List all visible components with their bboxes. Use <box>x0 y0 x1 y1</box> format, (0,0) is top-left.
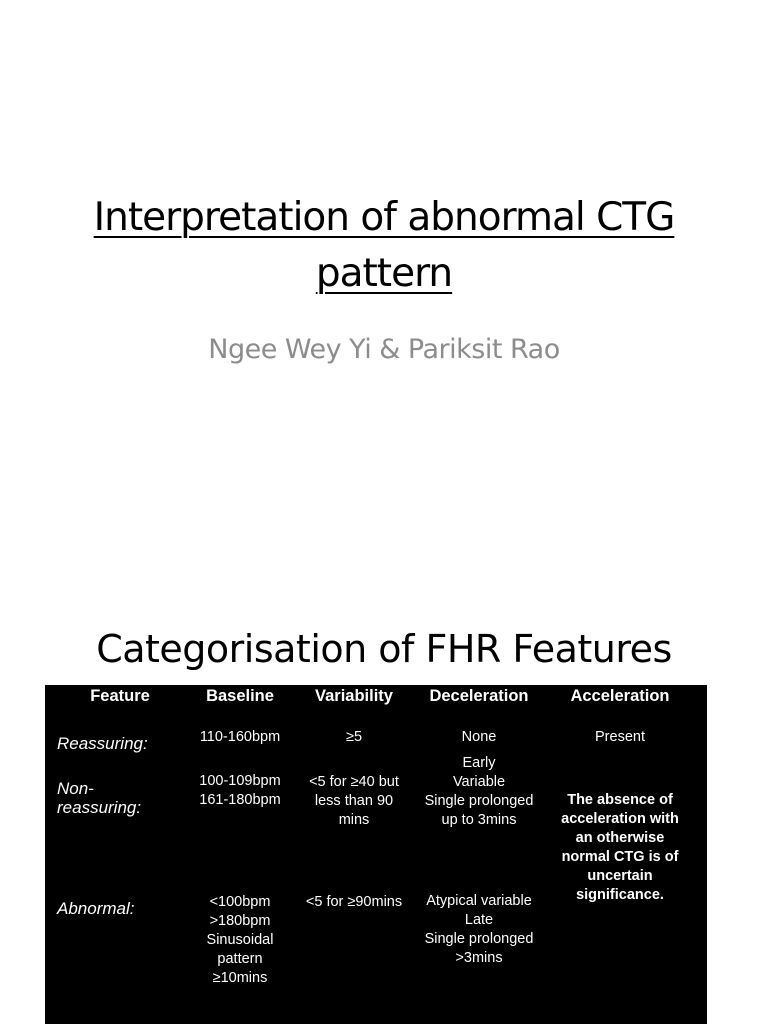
cell-abnormal-baseline <box>190 893 290 988</box>
cell-reassuring-acceleration <box>545 728 695 747</box>
header-acceleration: Acceleration <box>570 687 670 705</box>
fhr-features-table <box>45 685 707 1024</box>
row-label-line: reassuring: <box>57 798 142 817</box>
cell-line: mins <box>338 812 370 828</box>
row-label-abnormal: Abnormal: <box>57 899 135 918</box>
note-line: uncertain <box>587 868 653 884</box>
cell-line: <100bpm <box>209 894 271 910</box>
slide-title: Categorisation of FHR Features <box>96 627 672 671</box>
cell-line: Atypical variable <box>426 893 532 909</box>
header-feature: Feature <box>90 687 150 705</box>
cell-reassuring-baseline <box>190 728 290 747</box>
cell-line: >3mins <box>455 950 503 966</box>
cell-line: 100-109bpm <box>199 773 281 789</box>
cell-line: Single prolonged <box>424 793 534 809</box>
cell-line: 161-180bpm <box>199 792 281 808</box>
cell-reassuring-deceleration <box>413 728 545 747</box>
note-line: The absence of <box>567 792 673 808</box>
cell-nonreassuring-variability <box>295 773 413 830</box>
cell-line: <5 for ≥40 but <box>309 774 399 790</box>
cell-line: Late <box>464 912 494 928</box>
cell-line: pattern <box>217 951 263 967</box>
cell-nonreassuring-deceleration <box>413 754 545 830</box>
acceleration-note <box>545 791 695 905</box>
row-label-non-reassuring <box>57 779 141 817</box>
cell-line: Early <box>462 755 496 771</box>
header-variability: Variability <box>315 687 393 705</box>
note-line: acceleration with <box>561 811 679 827</box>
note-line: significance. <box>576 887 664 903</box>
header-deceleration: Deceleration <box>429 687 529 705</box>
cell-line: Present <box>595 729 645 745</box>
cell-nonreassuring-baseline <box>190 772 290 810</box>
cell-line: ≥10mins <box>212 970 268 986</box>
cell-line: less than 90 <box>314 793 394 809</box>
cell-line: None <box>461 729 497 745</box>
cell-line: ≥5 <box>345 729 363 745</box>
cell-line: Sinusoidal <box>206 932 274 948</box>
cell-line: <5 for ≥90mins <box>305 894 403 910</box>
row-label-line: Non- <box>57 779 94 798</box>
note-line: normal CTG is of <box>561 849 679 865</box>
cell-line: Variable <box>452 774 506 790</box>
cell-line: 110-160bpm <box>199 729 281 745</box>
cell-reassuring-variability <box>295 728 413 747</box>
cell-line: >180bpm <box>209 913 271 929</box>
cell-line: Single prolonged <box>424 931 534 947</box>
authors-subtitle: Ngee Wey Yi & Pariksit Rao <box>208 334 560 365</box>
row-label-reassuring: Reassuring: <box>57 734 148 753</box>
presentation-title: Interpretation of abnormal CTG pattern <box>93 195 675 296</box>
cell-abnormal-deceleration <box>413 892 545 968</box>
header-baseline: Baseline <box>206 687 274 705</box>
cell-line: up to 3mins <box>441 812 517 828</box>
note-line: an otherwise <box>575 830 665 846</box>
cell-abnormal-variability <box>295 893 413 912</box>
